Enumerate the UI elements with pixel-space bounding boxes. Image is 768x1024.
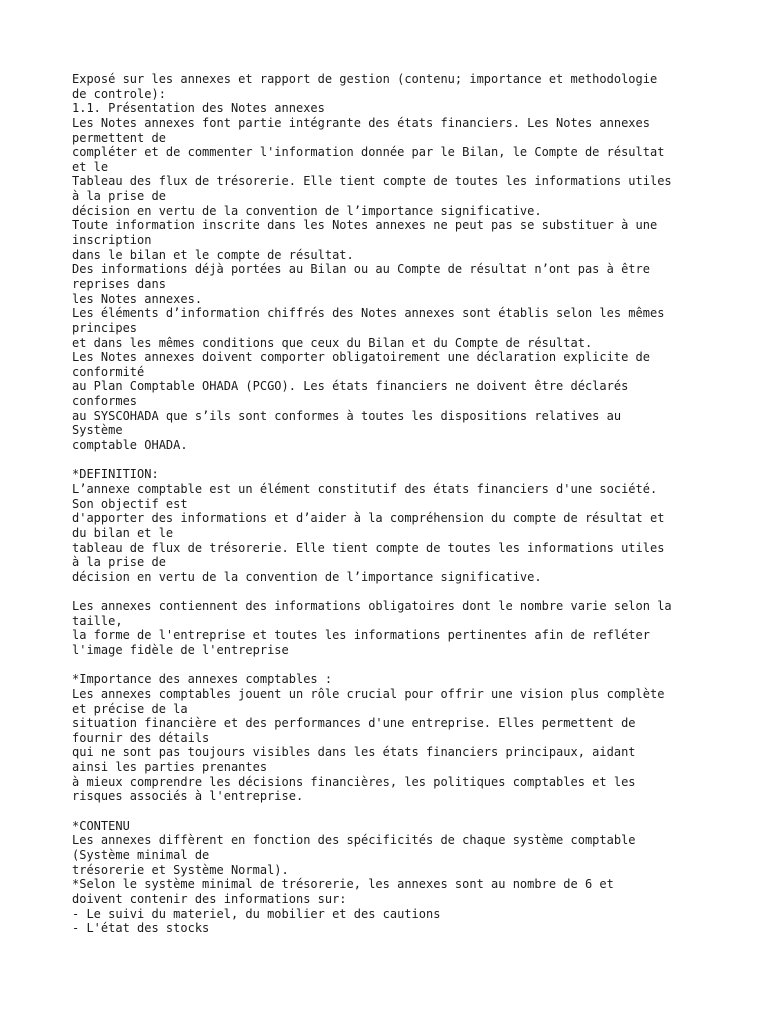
text-line: taille, xyxy=(72,613,123,628)
text-line: Les éléments d’information chiffrés des Notes annexes sont établis selon les mêmes xyxy=(72,306,665,321)
text-line: Système xyxy=(72,423,123,438)
text-line: *CONTENU xyxy=(72,818,130,833)
text-line: (Système minimal de xyxy=(72,847,210,862)
text-line: Exposé sur les annexes et rapport de gestion (contenu; importance et methodologie xyxy=(72,72,658,86)
text-line: reprises dans xyxy=(72,276,166,291)
text-line: Les Notes annexes font partie intégrante des états financiers. Les Notes annexes xyxy=(72,115,650,130)
text-line: Des informations déjà portées au Bilan ou au Compte de résultat n’ont pas à être xyxy=(72,262,650,277)
text-line: trésorerie et Système Normal). xyxy=(72,862,289,877)
blank-line xyxy=(72,584,732,599)
text-line: et précise de la xyxy=(72,701,188,716)
text-line: *Importance des annexes comptables : xyxy=(72,672,333,687)
text-line: d'apporter des informations et d’aider à la compréhension du compte de résultat et xyxy=(72,511,665,526)
text-line: Les Notes annexes doivent comporter obligatoirement une déclaration explicite de xyxy=(72,350,650,365)
text-line: Les annexes comptables jouent un rôle crucial pour offrir une vision plus complète xyxy=(72,686,665,701)
text-line: Toute information inscrite dans les Notes annexes ne peut pas se substituer à une xyxy=(72,218,658,233)
blank-line xyxy=(72,658,732,673)
text-line: inscription xyxy=(72,233,152,248)
text-line: la forme de l'entreprise et toutes les informations pertinentes afin de refléter xyxy=(72,628,650,643)
text-line: ainsi les parties prenantes xyxy=(72,760,268,775)
text-line: *Selon le système minimal de trésorerie, les annexes sont au nombre de 6 et xyxy=(72,877,614,892)
text-line: à la prise de xyxy=(72,189,166,204)
text-line: fournir des détails xyxy=(72,730,210,745)
text-line: au Plan Comptable OHADA (PCGO). Les états financiers ne doivent être déclarés xyxy=(72,379,629,394)
text-line: comptable OHADA. xyxy=(72,438,188,453)
text-line: conformité xyxy=(72,364,145,379)
text-line: - L'état des stocks xyxy=(72,921,210,936)
text-line: décision en vertu de la convention de l’importance significative. xyxy=(72,569,542,584)
blank-line xyxy=(72,804,732,819)
text-line: situation financière et des performances d'une entreprise. Elles permettent de xyxy=(72,716,636,731)
text-line: compléter et de commenter l'information donnée par le Bilan, le Compte de résultat xyxy=(72,145,665,160)
text-line: doivent contenir des informations sur: xyxy=(72,891,347,906)
text-line: les Notes annexes. xyxy=(72,291,203,306)
text-line: conformes xyxy=(72,394,138,409)
text-line: Les annexes diffèrent en fonction des spécificités de chaque système comptable xyxy=(72,833,636,848)
text-line: tableau de flux de trésorerie. Elle tient compte de toutes les informations utiles xyxy=(72,540,665,555)
text-line: qui ne sont pas toujours visibles dans les états financiers principaux, aidant xyxy=(72,745,636,760)
text-line: principes xyxy=(72,320,138,335)
text-line: risques associés à l'entreprise. xyxy=(72,789,304,804)
text-line: et dans les mêmes conditions que ceux du Bilan et du Compte de résultat. xyxy=(72,335,593,350)
text-line: Tableau des flux de trésorerie. Elle tient compte de toutes les informations utiles xyxy=(72,174,672,189)
text-line: - Le suivi du materiel, du mobilier et des cautions xyxy=(72,906,441,921)
text-line: à mieux comprendre les décisions financières, les politiques comptables et les xyxy=(72,774,636,789)
text-line: de controle): xyxy=(72,86,166,101)
text-line: L’annexe comptable est un élément constitutif des états financiers d'une société. xyxy=(72,481,658,496)
text-line: Les annexes contiennent des informations obligatoires dont le nombre varie selon la xyxy=(72,599,672,614)
text-line: au SYSCOHADA que s’ils sont conformes à toutes les dispositions relatives au xyxy=(72,408,622,423)
text-line: l'image fidèle de l'entreprise xyxy=(72,642,289,657)
text-line: dans le bilan et le compte de résultat. xyxy=(72,247,354,262)
text-line: 1.1. Présentation des Notes annexes xyxy=(72,101,325,116)
text-line: du bilan et le xyxy=(72,525,174,540)
text-line: *DEFINITION: xyxy=(72,467,159,482)
blank-line xyxy=(72,453,732,468)
document-text xyxy=(72,72,732,936)
text-line: et le xyxy=(72,159,109,174)
text-line: Son objectif est xyxy=(72,496,188,511)
text-line: à la prise de xyxy=(72,555,166,570)
text-line: décision en vertu de la convention de l’importance significative. xyxy=(72,203,542,218)
text-line: permettent de xyxy=(72,130,166,145)
